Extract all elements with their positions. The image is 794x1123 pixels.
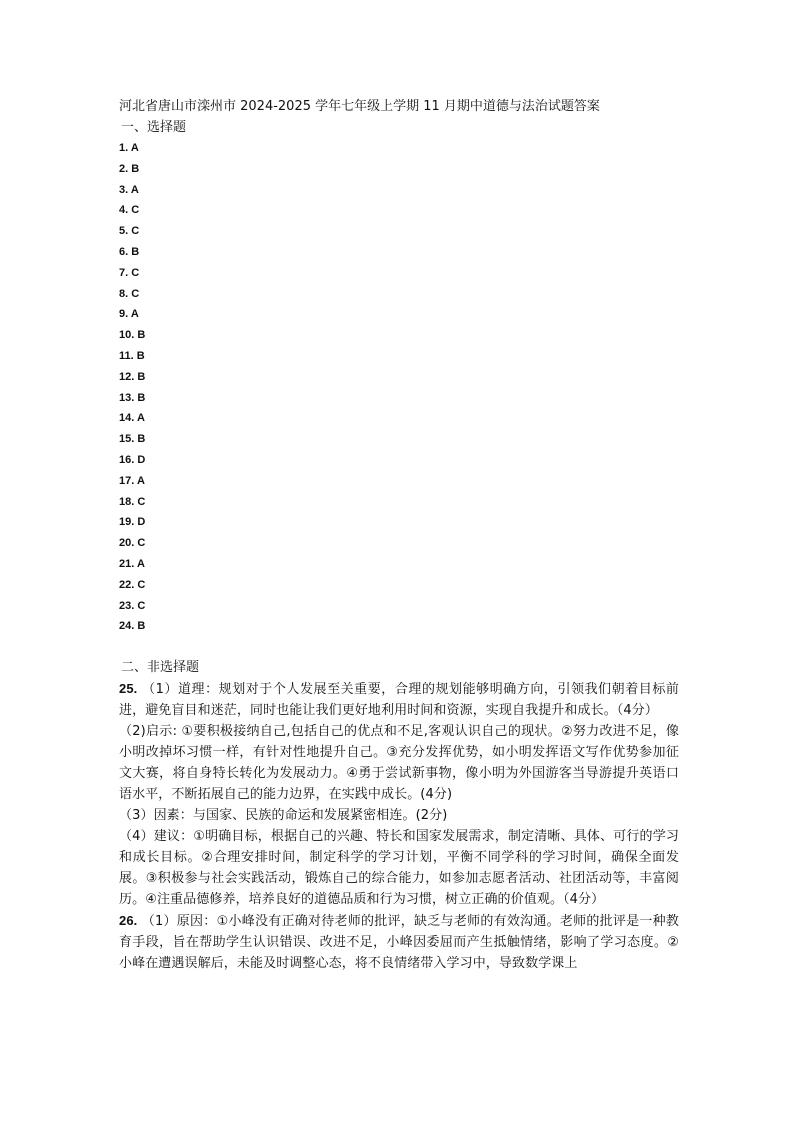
answer-sheet	[119, 96, 679, 974]
q25-part1	[119, 678, 679, 721]
section-heading-choice: 一、选择题	[121, 120, 187, 135]
answer-item: 6. B	[119, 245, 140, 258]
q25-part4: （4）建议：①明确目标，根据自己的兴趣、特长和国家发展需求，制定清晰、具体、可行的学习和成长目标。②合理安排时间，制定科学的学习计划，平衡不同学科的学习时间，确保全面发展。③积极参与社会实践活动，锻炼自己的综合能力，如参加志愿者活动、社团活动等，丰富阅历。④注重品德修养，培养良好的道德品质和行为习惯，树立正确的价值观。（4分）	[119, 829, 679, 908]
answer-item: 19. D	[119, 516, 146, 529]
q25-part3: （3）因素：与国家、民族的命运和发展紧密相连。(2分)	[119, 808, 448, 824]
answer-item: 8. C	[119, 287, 140, 300]
q25-part2: （2)启示: ①要积极接纳自己,包括自己的优点和不足,客观认识自己的现状。②努力改进不足，像小明改掉坏习惯一样，有针对性地提升自己。③充分发挥优势，如小明发挥语文写作优势参加征文大赛，将自身特长转化为发展动力。④勇于尝试新事物，像小明为外国游客当导游提升英语口语水平，不断拓展自己的能力边界，在实践中成长。(4分)	[119, 724, 679, 803]
answer-item: 21. A	[119, 557, 145, 570]
answer-item: 5. C	[119, 225, 140, 238]
answer-item: 3. A	[119, 183, 139, 196]
document-title: 河北省唐山市滦州市 2024-2025 学年七年级上学期 11 月期中道德与法治试题答案	[119, 99, 600, 114]
answer-item: 20. C	[119, 537, 146, 550]
answer-item: 14. A	[119, 412, 145, 425]
answer-item: 15. B	[119, 433, 146, 446]
answer-item: 2. B	[119, 162, 140, 175]
answer-item: 23. C	[119, 599, 146, 612]
answer-item: 4. C	[119, 204, 140, 217]
answer-item: 11. B	[119, 349, 145, 362]
q26-number: 26.	[119, 913, 138, 929]
answer-item: 18. C	[119, 495, 146, 508]
section-heading-nonchoice: 二、非选择题	[121, 660, 200, 676]
answer-item: 1. A	[119, 142, 139, 154]
section-gap	[119, 637, 679, 657]
q26-part1	[119, 910, 679, 974]
answer-item: 16. D	[119, 453, 146, 466]
choice-answer-list	[119, 138, 679, 637]
answer-item: 12. B	[119, 370, 146, 383]
answer-item: 10. B	[119, 329, 146, 342]
answer-item: 17. A	[119, 474, 145, 487]
answer-item: 22. C	[119, 578, 146, 591]
q26-part1-text: （1）原因：①小峰没有正确对待老师的批评，缺乏与老师的有效沟通。老师的批评是一种教育手段，旨在帮助学生认识错误、改进不足，小峰因委屈而产生抵触情绪，影响了学习态度。②小峰在遭遇误解后，未能及时调整心态，将不良情绪带入学习中，导致数学课上	[119, 914, 679, 972]
answer-item: 13. B	[119, 391, 146, 404]
answer-item: 9. A	[119, 308, 139, 321]
q25-number: 25.	[119, 681, 138, 697]
q25-part1-text: （1）道理：规划对于个人发展至关重要，合理的规划能够明确方向，引领我们朝着目标前进，避免盲目和迷茫，同时也能让我们更好地利用时间和资源，实现自我提升和成长。（4分）	[119, 682, 679, 719]
answer-item: 7. C	[119, 266, 140, 279]
answer-item: 24. B	[119, 620, 146, 633]
